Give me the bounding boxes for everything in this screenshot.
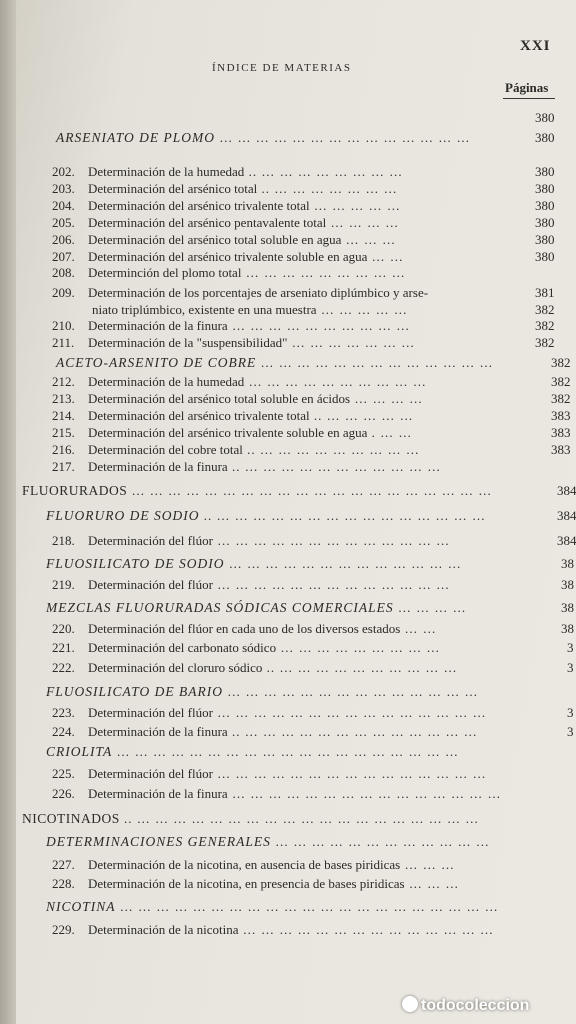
page-gutter-shadow (0, 0, 16, 1024)
running-title: ÍNDICE DE MATERIAS (212, 62, 352, 74)
toc-page-number: 382 (535, 318, 555, 333)
toc-page-number: 3 (567, 640, 574, 655)
toc-leader-dots: … … … … … … … … … … … … … … (215, 130, 471, 145)
toc-entry-title: Determinación del flúor en cada uno de los diversos estados (88, 621, 401, 636)
toc-page-number: 382 (551, 391, 571, 406)
toc-entry-title: FLUOSILICATO DE BARIO (46, 684, 223, 699)
toc-entry (52, 660, 458, 676)
toc-entry (52, 442, 420, 458)
toc-leader-dots: … … … … … (316, 302, 408, 317)
toc-leader-dots: … … … … (350, 391, 424, 406)
toc-leader-dots: … … … (341, 232, 397, 247)
toc-entry-title: DETERMINACIONES GENERALES (46, 834, 271, 849)
toc-leader-dots: .. … … … … … … … … … (242, 442, 420, 457)
toc-entry-number: 227. (52, 857, 75, 872)
toc-leader-dots: … … (400, 621, 437, 636)
toc-page-number: 38 (561, 600, 574, 615)
toc-entry-number: 213. (52, 391, 75, 406)
toc-entry (52, 391, 423, 407)
toc-section-heading (46, 744, 459, 760)
toc-entry-number: 208. (52, 265, 75, 280)
todocoleccion-logo-icon (402, 996, 418, 1012)
toc-entry-number: 229. (52, 922, 75, 937)
toc-entry-number: 217. (52, 459, 75, 474)
toc-section-heading (46, 600, 467, 616)
toc-entry (92, 302, 408, 318)
toc-leader-dots: .. … … … … … … … … (244, 164, 404, 179)
toc-leader-dots: … … … … … … … … … … (227, 318, 411, 333)
toc-leader-dots: … … … … … … … … … … … … … … … … … … … (112, 744, 460, 759)
toc-entry-number: 216. (52, 442, 75, 457)
toc-entry-title: Determinación del arsénico trivalente soluble en agua (88, 425, 368, 440)
toc-section-heading (46, 684, 479, 700)
toc-entry-number: 215. (52, 425, 75, 440)
toc-entry-number: 223. (52, 705, 75, 720)
toc-entry (52, 198, 401, 214)
toc-leader-dots: .. … … … … … … … … … … … … … … … (199, 508, 486, 523)
toc-entry (52, 408, 414, 424)
toc-page-number: 380 (535, 249, 555, 264)
toc-page-number: 384 (557, 533, 576, 548)
paginas-rule (503, 98, 555, 99)
toc-leader-dots: … … … … … … … … … … … … … … (238, 922, 495, 937)
toc-page-number: 38 (561, 621, 574, 636)
toc-entry-title: Determinación de la finura (88, 724, 228, 739)
toc-entry-title: Determinación de la "suspensibilidad" (88, 335, 288, 350)
toc-entry (52, 922, 494, 938)
toc-entry-title: FLUORURO DE SODIO (46, 508, 200, 523)
toc-entry-title: Determinación de la nicotina, en presencia de bases piridicas (88, 876, 405, 891)
toc-entry (52, 724, 478, 740)
toc-entry-title: MEZCLAS FLUORURADAS SÓDICAS COMERCIALES (46, 600, 394, 615)
toc-entry-title: ACETO-ARSENITO DE COBRE (56, 355, 257, 370)
toc-leader-dots: … … … … … … … … … … … … … (212, 577, 451, 592)
toc-page-number: 382 (551, 374, 571, 389)
toc-page-number: 3 (567, 724, 574, 739)
toc-leader-dots: .. … … … … … (309, 408, 414, 423)
toc-entry (52, 318, 410, 334)
toc-page-number: 380 (535, 181, 555, 196)
toc-page-number: 382 (535, 335, 555, 350)
toc-leader-dots: … … … … … … … … … (241, 265, 406, 280)
toc-leader-dots: … … … … … … … (287, 335, 416, 350)
toc-page-number: 381 (535, 285, 555, 300)
toc-entry (52, 786, 501, 802)
toc-entry-title: ARSENIATO DE PLOMO (56, 130, 215, 145)
toc-leader-dots: … … … … … … … … … … … … … (212, 533, 451, 548)
toc-entry-title: FLUOSILICATO DE SODIO (46, 556, 225, 571)
toc-leader-dots: … … … … … … … … … … … … (270, 834, 490, 849)
toc-entry-title: Determinación de los porcentajes de arseniato diplúmbico y arse- (88, 285, 429, 300)
toc-page-number: 380 (535, 164, 555, 179)
toc-page-number: 380 (535, 110, 555, 125)
toc-entry-title: Determinación del arsénico total soluble en ácidos (88, 391, 351, 406)
toc-entry-number: 207. (52, 249, 75, 264)
toc-page-number: 38 (561, 577, 574, 592)
toc-leader-dots: . … … (367, 425, 413, 440)
toc-entry-title: CRIOLITA (46, 744, 113, 759)
toc-section-heading (46, 508, 486, 524)
toc-entry-number: 220. (52, 621, 75, 636)
toc-entry (52, 265, 406, 281)
toc-leader-dots: … … … … … … … … … … … … … … … … … … … … … (115, 899, 499, 914)
toc-entry (52, 232, 396, 248)
toc-entry-number: 214. (52, 408, 75, 423)
toc-entry-title: Determinación de la nicotina (88, 922, 239, 937)
toc-entry (52, 577, 450, 593)
paginas-label: Páginas (505, 80, 549, 95)
toc-entry-title: Determinación del arsénico total (88, 181, 258, 196)
toc-entry (52, 374, 427, 390)
toc-entry-title: Determinación del arsénico trivalente total (88, 198, 310, 213)
toc-section-heading (46, 556, 462, 572)
toc-entry (52, 640, 440, 656)
toc-page-number: 38 (561, 556, 574, 571)
toc-entry-number: 219. (52, 577, 75, 592)
toc-page-number: 384 (557, 508, 576, 523)
toc-entry-title: Determinación del carbonato sódico (88, 640, 277, 655)
toc-page-number: 383 (551, 442, 571, 457)
toc-entry-number: 222. (52, 660, 75, 675)
toc-entry (52, 533, 450, 549)
toc-chapter-heading (22, 811, 479, 827)
toc-page-number: 383 (551, 408, 571, 423)
toc-section-heading (56, 355, 494, 371)
toc-leader-dots: … … … (400, 857, 455, 872)
toc-leader-dots: .. … … … … … … … (257, 181, 398, 196)
toc-entry-title: NICOTINA (46, 899, 116, 914)
toc-entry-number: 226. (52, 786, 75, 801)
toc-entry-number: 211. (52, 335, 75, 350)
toc-leader-dots: … … … … (393, 600, 467, 615)
toc-page-number: 380 (535, 232, 555, 247)
toc-entry (52, 459, 441, 475)
toc-section-heading (46, 834, 490, 850)
toc-entry-title: Determinación de la humedad (88, 164, 245, 179)
toc-entry-title: Determinación de la nicotina, en ausencia de bases piridicas (88, 857, 401, 872)
toc-page-number: 380 (535, 130, 555, 145)
toc-entry-title: Determinación del arsénico trivalente total (88, 408, 310, 423)
toc-entry-number: 225. (52, 766, 75, 781)
toc-leader-dots: .. … … … … … … … … … … (262, 660, 458, 675)
toc-entry (52, 766, 487, 782)
toc-entry (52, 285, 428, 301)
toc-leader-dots: … … … … … … … … … (276, 640, 441, 655)
toc-entry-title: Determinación del arsénico pentavalente total (88, 215, 327, 230)
toc-entry (52, 705, 487, 721)
toc-leader-dots: … … (367, 249, 404, 264)
toc-entry (52, 621, 437, 637)
toc-entry-title: Determinación de la humedad (88, 374, 245, 389)
toc-entry-number: 203. (52, 181, 75, 196)
toc-page-number: 382 (551, 355, 571, 370)
toc-entry-number: 206. (52, 232, 75, 247)
toc-entry-title: Determinación de la finura (88, 318, 228, 333)
watermark-text: todocoleccion (421, 997, 530, 1014)
toc-entry-number: 209. (52, 285, 75, 300)
toc-page-number: 380 (535, 215, 555, 230)
toc-entry-title: NICOTINADOS (22, 811, 120, 826)
toc-entry-title: Determinación del flúor (88, 705, 213, 720)
toc-entry (52, 215, 399, 231)
toc-entry-number: 204. (52, 198, 75, 213)
toc-leader-dots: … … … … (326, 215, 400, 230)
toc-entry-title: Determinación del arsénico total soluble en agua (88, 232, 342, 247)
toc-leader-dots: .. … … … … … … … … … … … … … … … … … … … (119, 811, 480, 826)
toc-page-number: 3 (567, 660, 574, 675)
toc-entry-number: 228. (52, 876, 75, 891)
toc-leader-dots: … … … … … … … … … … … … … (256, 355, 494, 370)
toc-page-number: 384 (557, 483, 576, 498)
toc-leader-dots: … … … … … … … … … … … … … … … (212, 705, 487, 720)
toc-page-number: 383 (551, 425, 571, 440)
toc-page-number: 3 (567, 705, 574, 720)
toc-entry (52, 181, 398, 197)
toc-entry-number: 221. (52, 640, 75, 655)
toc-entry (52, 425, 412, 441)
toc-page-number: 382 (535, 302, 555, 317)
toc-entry-title: Determinación de la finura (88, 459, 228, 474)
toc-entry-number: 224. (52, 724, 75, 739)
toc-entry (52, 857, 455, 873)
page-number: XXI (520, 38, 551, 54)
toc-leader-dots: … … … … … … … … … … … … … … … (227, 786, 502, 801)
toc-entry-title: Determinción del plomo total (88, 265, 242, 280)
toc-entry-title: Determinación del cloruro sódico (88, 660, 263, 675)
toc-section-heading (46, 899, 499, 915)
toc-entry-title: Determinación del flúor (88, 766, 213, 781)
toc-leader-dots: … … … … … (309, 198, 401, 213)
toc-entry-title: Determinación del arsénico trivalente soluble en agua (88, 249, 368, 264)
toc-section-heading (56, 130, 471, 146)
toc-entry-title: FLUORURADOS (22, 483, 128, 498)
toc-entry (52, 164, 403, 180)
toc-entry-title: niato triplúmbico, existente en una muestra (92, 302, 317, 317)
toc-leader-dots: .. … … … … … … … … … … … … … (227, 724, 478, 739)
toc-leader-dots: … … … … … … … … … … … … … … … (212, 766, 487, 781)
toc-entry-number: 210. (52, 318, 75, 333)
toc-leader-dots: … … … … … … … … … … (244, 374, 427, 389)
toc-leader-dots: .. … … … … … … … … … … … (227, 459, 442, 474)
toc-leader-dots: … … … (404, 876, 460, 891)
toc-entry-number: 202. (52, 164, 75, 179)
toc-entry-title: Determinación de la finura (88, 786, 228, 801)
toc-entry-title: Determinación del flúor (88, 577, 213, 592)
toc-entry (52, 335, 415, 351)
toc-entry-number: 212. (52, 374, 75, 389)
toc-entry-title: Determinación del cobre total (88, 442, 243, 457)
toc-page-number: 380 (535, 198, 555, 213)
toc-entry-number: 205. (52, 215, 75, 230)
toc-entry-number: 218. (52, 533, 75, 548)
toc-entry (52, 876, 459, 892)
toc-entry (52, 249, 404, 265)
toc-chapter-heading (22, 483, 492, 499)
toc-entry-title: Determinación del flúor (88, 533, 213, 548)
toc-leader-dots: … … … … … … … … … … … … … (224, 556, 462, 571)
watermark (402, 996, 529, 1015)
toc-leader-dots: … … … … … … … … … … … … … … (223, 684, 479, 699)
toc-leader-dots: … … … … … … … … … … … … … … … … … … … … (127, 483, 493, 498)
